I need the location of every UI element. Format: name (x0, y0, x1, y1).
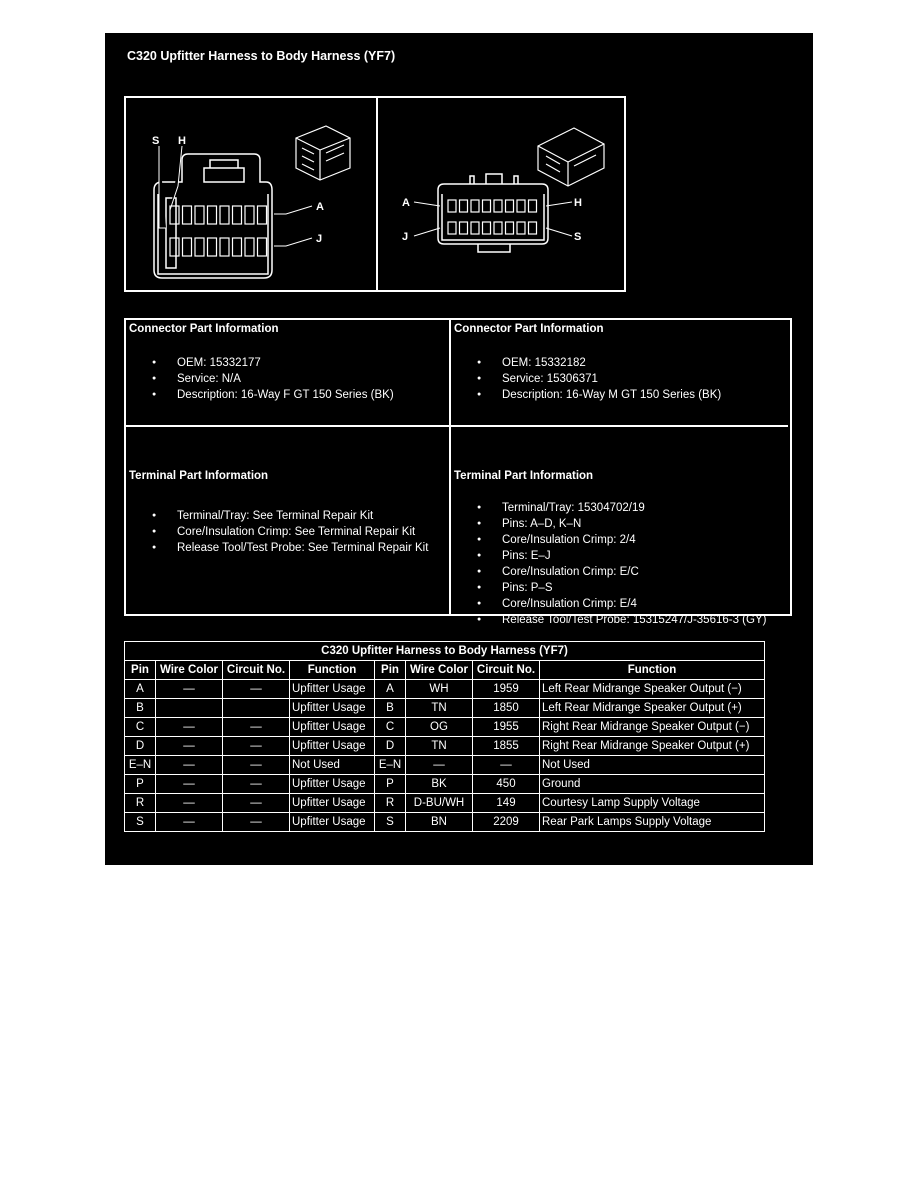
table-cell: — (223, 718, 290, 737)
table-cell: — (156, 813, 223, 832)
table-cell: Upfitter Usage (290, 718, 375, 737)
table-row (125, 756, 765, 775)
table-cell: S (375, 813, 406, 832)
col-header: Pin (375, 661, 406, 680)
table-cell: D-BU/WH (406, 794, 473, 813)
table-cell: Left Rear Midrange Speaker Output (+) (540, 699, 765, 718)
table-cell: — (156, 718, 223, 737)
cavity (460, 222, 468, 234)
cavity (233, 206, 242, 224)
cavity (483, 200, 491, 212)
table-row (125, 775, 765, 794)
list-item: ● Pins: P–S (502, 580, 785, 596)
table-cell: Rear Park Lamps Supply Voltage (540, 813, 765, 832)
table-cell: 1959 (473, 680, 540, 699)
list-item: ● Core/Insulation Crimp: See Terminal Repair Kit (177, 524, 446, 540)
table-cell: 1955 (473, 718, 540, 737)
table-row (125, 813, 765, 832)
table-cell: — (156, 794, 223, 813)
table-cell: Not Used (290, 756, 375, 775)
list-item: ● Core/Insulation Crimp: 2/4 (502, 532, 785, 548)
pin-table-title: C320 Upfitter Harness to Body Harness (YF7) (125, 642, 765, 661)
label-j: J (402, 231, 409, 243)
table-cell: D (125, 737, 156, 756)
document-panel (105, 33, 813, 865)
table-row (125, 680, 765, 699)
cavity (258, 206, 267, 224)
connector-info-left (126, 320, 451, 427)
table-cell: — (223, 775, 290, 794)
table-cell: — (156, 737, 223, 756)
table-cell: — (223, 737, 290, 756)
cavity (517, 222, 525, 234)
table-cell: Courtesy Lamp Supply Voltage (540, 794, 765, 813)
part-info-table (124, 318, 792, 626)
table-cell: WH (406, 680, 473, 699)
cavity (258, 238, 267, 256)
label-j: J (316, 233, 323, 245)
table-cell: A (375, 680, 406, 699)
cavity (245, 206, 254, 224)
list-item: ● Description: 16-Way M GT 150 Series (BK) (502, 387, 785, 403)
cavity (448, 222, 456, 234)
terminal-info-header: Terminal Part Information (129, 470, 269, 482)
connector-info-header: Connector Part Information (129, 323, 279, 335)
list-item: ● Release Tool/Test Probe: See Terminal Repair Kit (177, 540, 446, 556)
table-cell: A (125, 680, 156, 699)
label-h: H (178, 135, 186, 147)
table-cell: — (473, 756, 540, 775)
list-item: ● Pins: E–J (502, 548, 785, 564)
terminal-info-header: Terminal Part Information (454, 470, 594, 482)
table-cell: E–N (125, 756, 156, 775)
cavity (471, 222, 479, 234)
label-s: S (574, 231, 582, 243)
table-cell: 450 (473, 775, 540, 794)
table-cell: — (223, 680, 290, 699)
list-item: ● Terminal/Tray: 15304702/19 (502, 500, 785, 516)
pin-table (124, 641, 765, 832)
label-s: S (152, 135, 160, 147)
connector-iso-icon (538, 128, 604, 186)
list-item: ● OEM: 15332177 (177, 355, 446, 371)
list-item: ● Pins: A–D, K–N (502, 516, 785, 532)
table-cell: R (125, 794, 156, 813)
col-header: Circuit No. (473, 661, 540, 680)
terminal-info-right (451, 427, 788, 626)
table-cell: OG (406, 718, 473, 737)
table-cell: — (223, 756, 290, 775)
table-cell: 149 (473, 794, 540, 813)
cavity (170, 238, 179, 256)
terminal-info-left (126, 427, 451, 614)
cavity (208, 206, 217, 224)
list-item: ● Core/Insulation Crimp: E/4 (502, 596, 785, 612)
list-item: ● Core/Insulation Crimp: E/C (502, 564, 785, 580)
male-connector-diagram (376, 98, 626, 290)
cavity (245, 238, 254, 256)
cavity (220, 238, 229, 256)
label-h: H (574, 197, 582, 209)
col-header: Wire Color (406, 661, 473, 680)
cavity (529, 200, 537, 212)
label-a: A (402, 197, 410, 209)
table-cell: — (223, 813, 290, 832)
cavity (170, 206, 179, 224)
table-cell: — (156, 756, 223, 775)
table-cell: D (375, 737, 406, 756)
col-header: Circuit No. (223, 661, 290, 680)
table-cell: — (223, 794, 290, 813)
cavity (471, 200, 479, 212)
table-cell: Upfitter Usage (290, 813, 375, 832)
table-cell: C (125, 718, 156, 737)
table-cell: Ground (540, 775, 765, 794)
list-item: ● OEM: 15332182 (502, 355, 785, 371)
cavity (195, 206, 204, 224)
list-item: ● Description: 16-Way F GT 150 Series (BK) (177, 387, 446, 403)
cavity (529, 222, 537, 234)
table-cell: P (375, 775, 406, 794)
table-cell: TN (406, 699, 473, 718)
table-cell: B (375, 699, 406, 718)
connector-iso-icon (296, 126, 350, 180)
connector-info-right (451, 320, 788, 427)
cavity (220, 206, 229, 224)
list-item: ● Service: 15306371 (502, 371, 785, 387)
list-item: ● Service: N/A (177, 371, 446, 387)
col-header: Function (540, 661, 765, 680)
list-item: ● Terminal/Tray: See Terminal Repair Kit (177, 508, 446, 524)
female-connector-diagram (126, 98, 374, 290)
cavity (483, 222, 491, 234)
table-cell: Not Used (540, 756, 765, 775)
table-cell: 1855 (473, 737, 540, 756)
page-title: C320 Upfitter Harness to Body Harness (YF7) (127, 49, 396, 63)
table-row (125, 718, 765, 737)
col-header: Pin (125, 661, 156, 680)
table-cell: Upfitter Usage (290, 794, 375, 813)
table-cell: 2209 (473, 813, 540, 832)
col-header: Function (290, 661, 375, 680)
cavity (506, 200, 514, 212)
table-cell: Upfitter Usage (290, 775, 375, 794)
table-cell: 1850 (473, 699, 540, 718)
table-cell: — (156, 680, 223, 699)
table-cell (223, 699, 290, 718)
table-cell: P (125, 775, 156, 794)
cavity (517, 200, 525, 212)
label-a: A (316, 201, 324, 213)
table-row (125, 737, 765, 756)
table-cell: E–N (375, 756, 406, 775)
table-cell: — (156, 775, 223, 794)
table-cell: R (375, 794, 406, 813)
table-cell: S (125, 813, 156, 832)
table-row (125, 794, 765, 813)
col-header: Wire Color (156, 661, 223, 680)
cavity (448, 200, 456, 212)
table-row (125, 699, 765, 718)
table-cell: B (125, 699, 156, 718)
table-cell: Upfitter Usage (290, 737, 375, 756)
table-cell: BN (406, 813, 473, 832)
table-cell: Upfitter Usage (290, 699, 375, 718)
table-cell: Left Rear Midrange Speaker Output (−) (540, 680, 765, 699)
cavity (506, 222, 514, 234)
cavity (208, 238, 217, 256)
table-cell: C (375, 718, 406, 737)
cavity (233, 238, 242, 256)
cavity (183, 206, 192, 224)
table-cell: — (406, 756, 473, 775)
list-item: ● Release Tool/Test Probe: 15315247/J-35616-3 (GY) (502, 612, 785, 628)
connector-info-header: Connector Part Information (454, 323, 604, 335)
connector-diagrams (124, 96, 626, 292)
cavity (460, 200, 468, 212)
table-cell: Right Rear Midrange Speaker Output (−) (540, 718, 765, 737)
cavity (494, 200, 502, 212)
table-cell: Right Rear Midrange Speaker Output (+) (540, 737, 765, 756)
cavity (195, 238, 204, 256)
table-cell: Upfitter Usage (290, 680, 375, 699)
cavity (183, 238, 192, 256)
cavity (494, 222, 502, 234)
table-cell (156, 699, 223, 718)
table-cell: TN (406, 737, 473, 756)
table-cell: BK (406, 775, 473, 794)
